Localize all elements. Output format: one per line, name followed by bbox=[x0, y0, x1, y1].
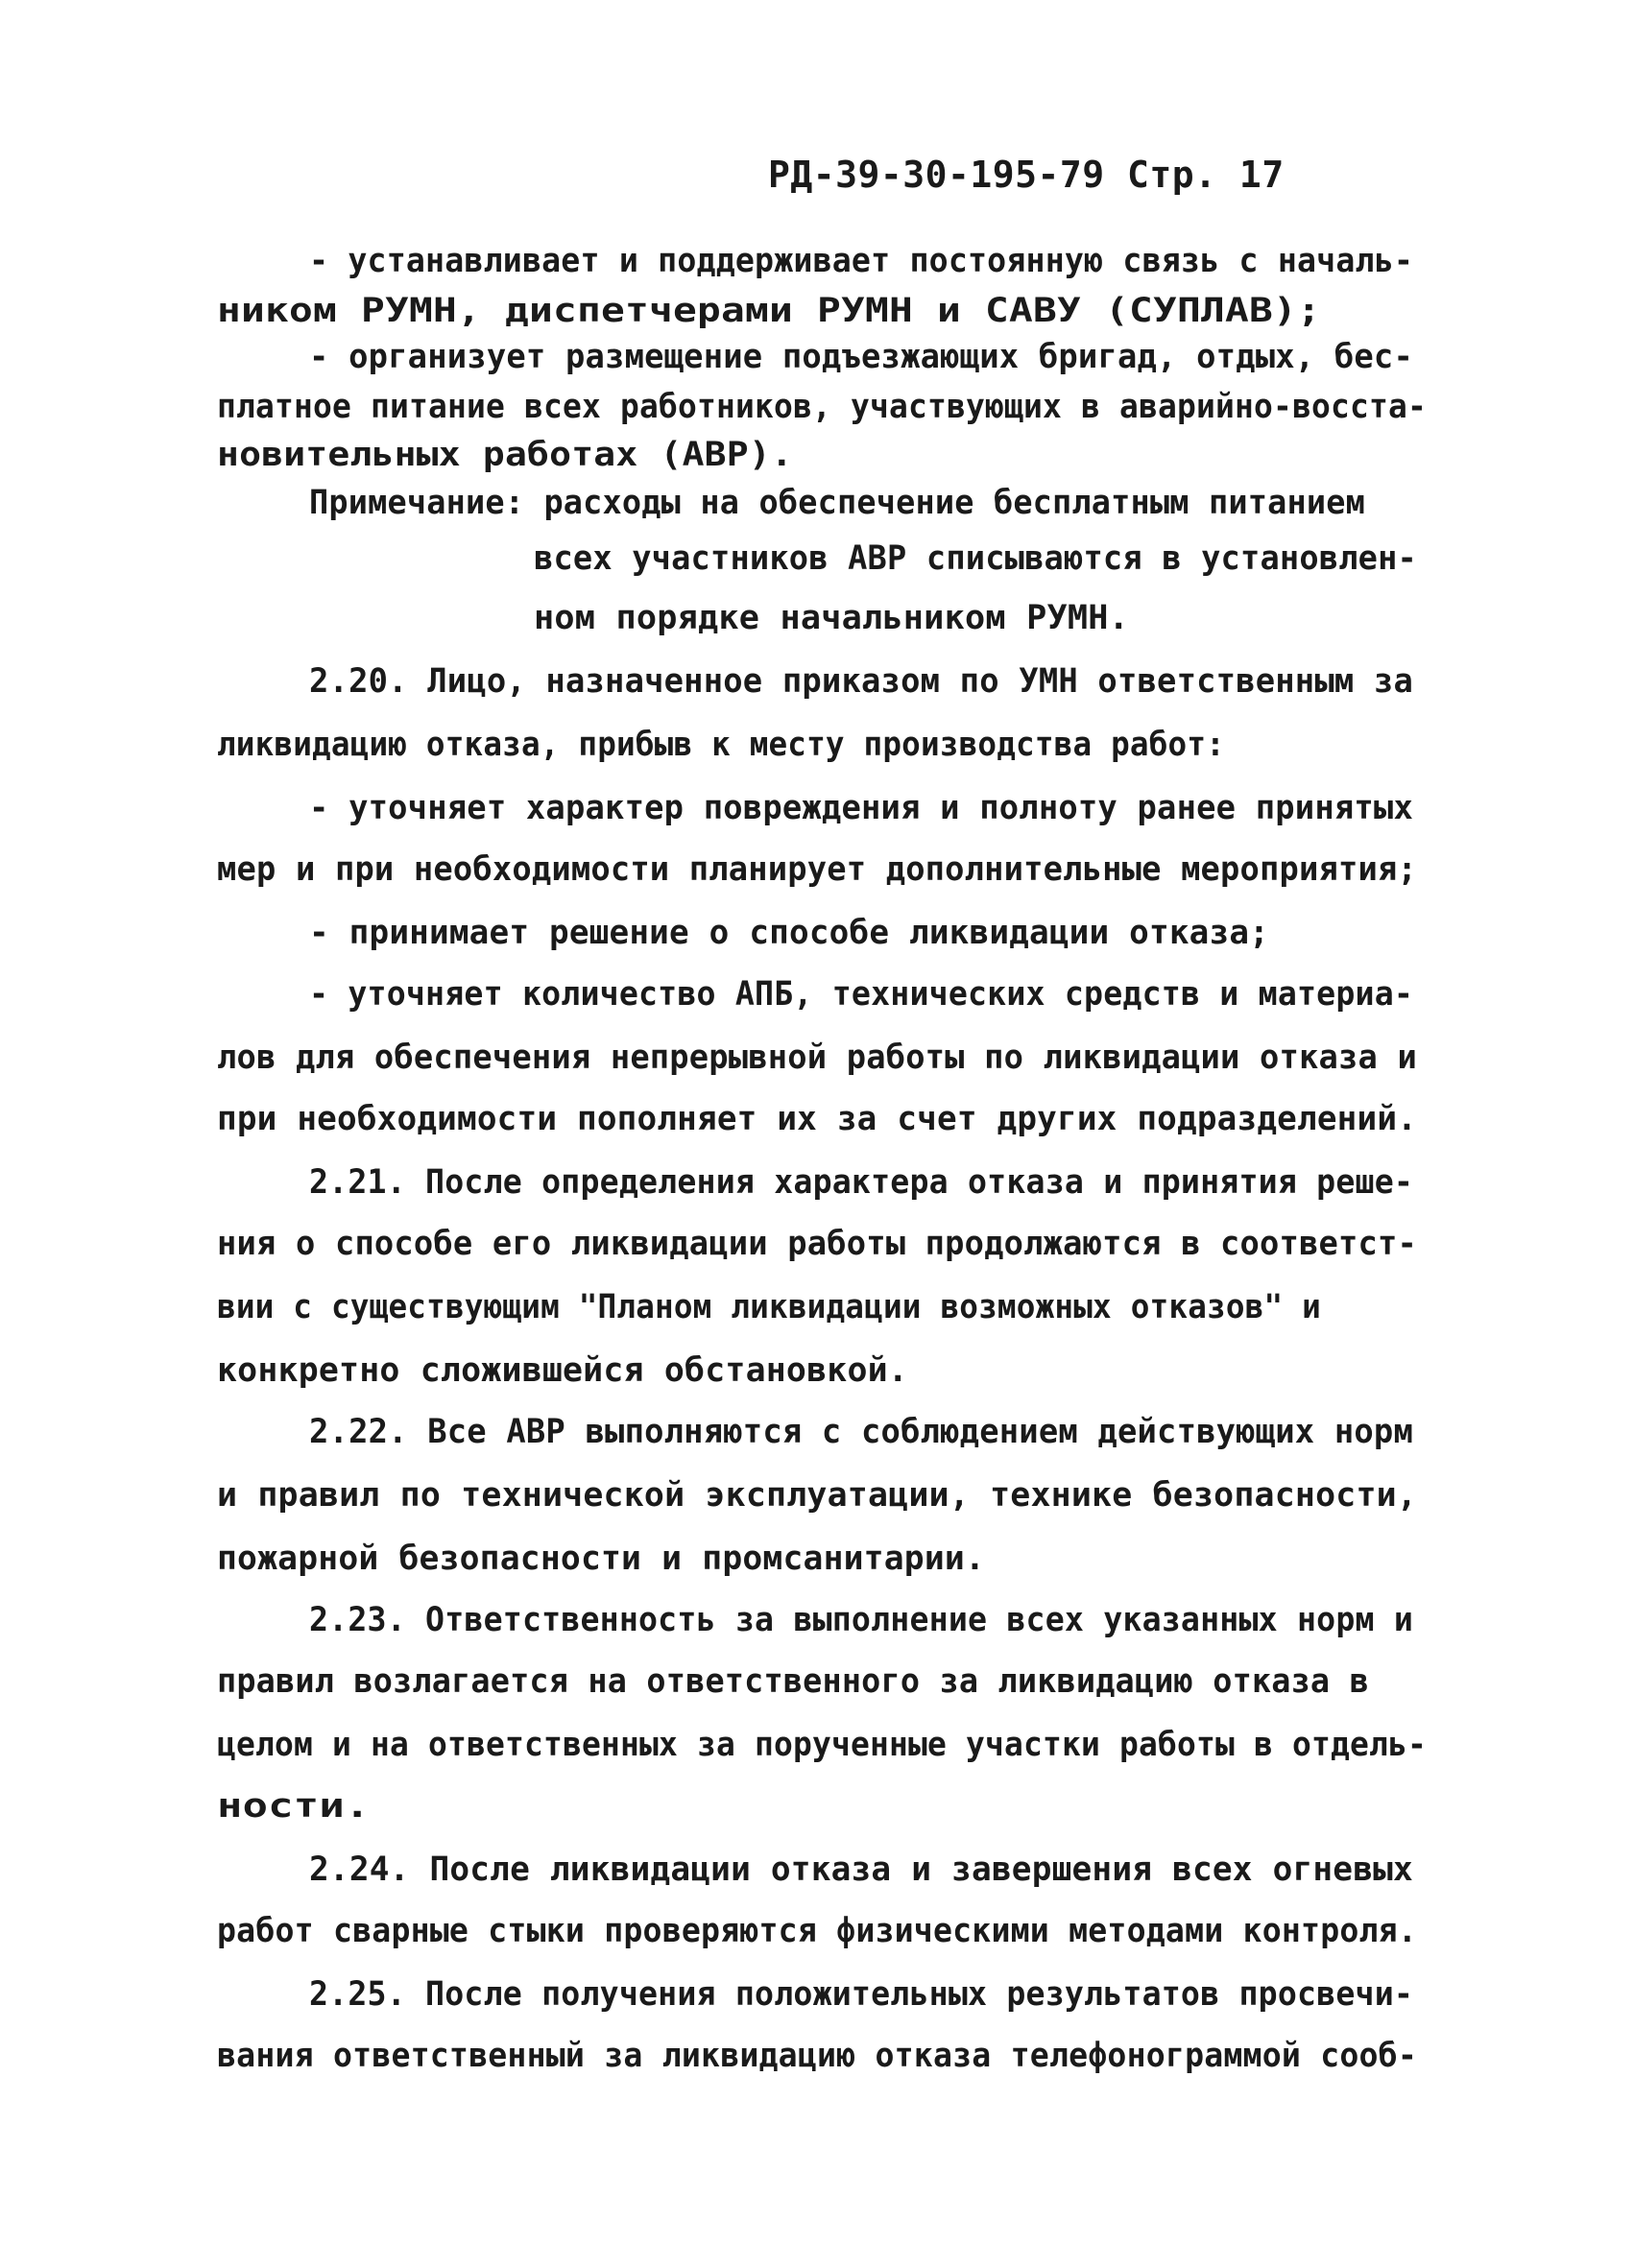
note-line: ном порядке начальником РУМН. bbox=[534, 599, 1129, 637]
text-line: платное питание всех работников, участвующих в аварийно-восста- bbox=[217, 388, 1427, 426]
text-line: ности. bbox=[217, 1787, 371, 1826]
paragraph-2-20: 2.20. Лицо, назначенное приказом по УМН ответственным за bbox=[309, 662, 1414, 701]
note-label-line: Примечание: расходы на обеспечение бесплатным питанием bbox=[309, 484, 1365, 522]
text-line: - устанавливает и поддерживает постоянную связь с началь- bbox=[309, 242, 1414, 280]
text-line: при необходимости пополняет их за счет других подразделений. bbox=[217, 1100, 1418, 1138]
text-line: ником РУМН, диспетчерами РУМН и САВУ (СУПЛАВ); bbox=[217, 292, 1321, 330]
text-line: ликвидацию отказа, прибыв к месту производства работ: bbox=[217, 726, 1225, 764]
text-line: - уточняет характер повреждения и полноту ранее принятых bbox=[309, 789, 1414, 827]
note-line: всех участников АВР списываются в установлен- bbox=[534, 539, 1417, 578]
text-line: пожарной безопасности и промсанитарии. bbox=[217, 1540, 986, 1578]
text-line: работ сварные стыки проверяются физическими методами контроля. bbox=[217, 1912, 1418, 1950]
paragraph-2-24: 2.24. После ликвидации отказа и завершения всех огневых bbox=[309, 1850, 1413, 1889]
paragraph-2-23: 2.23. Ответственность за выполнение всех указанных норм и bbox=[309, 1601, 1414, 1639]
paragraph-2-25: 2.25. После получения положительных результатов просвечи- bbox=[309, 1975, 1414, 2014]
paragraph-2-22: 2.22. Все АВР выполняются с соблюдением действующих норм bbox=[309, 1413, 1414, 1451]
text-line: вания ответственный за ликвидацию отказа телефонограммой сооб- bbox=[217, 2037, 1418, 2075]
text-line: правил возлагается на ответственного за ликвидацию отказа в bbox=[217, 1662, 1369, 1701]
text-line: новительных работах (АВР). bbox=[217, 436, 793, 474]
page-header: РД-39-30-195-79 Стр. 17 bbox=[768, 154, 1285, 196]
text-line: - организует размещение подъезжающих бригад, отдых, бес- bbox=[309, 338, 1414, 376]
text-line: лов для обеспечения непрерывной работы по ликвидации отказа и bbox=[217, 1039, 1417, 1077]
text-line: и правил по технической эксплуатации, технике безопасности, bbox=[217, 1476, 1418, 1515]
text-line: вии с существующим "Планом ликвидации возможных отказов" и bbox=[217, 1288, 1321, 1326]
text-line: - уточняет количество АПБ, технических средств и материа- bbox=[309, 975, 1414, 1014]
text-line: конкретно сложившейся обстановкой. bbox=[217, 1351, 908, 1390]
paragraph-2-21: 2.21. После определения характера отказа и принятия реше- bbox=[309, 1163, 1414, 1202]
text-line: целом и на ответственных за порученные участки работы в отдель- bbox=[217, 1726, 1427, 1764]
text-line: мер и при необходимости планирует дополнительные мероприятия; bbox=[217, 850, 1417, 889]
text-line: ния о способе его ликвидации работы продолжаются в соответст- bbox=[217, 1225, 1417, 1263]
text-line: - принимает решение о способе ликвидации отказа; bbox=[309, 914, 1270, 952]
